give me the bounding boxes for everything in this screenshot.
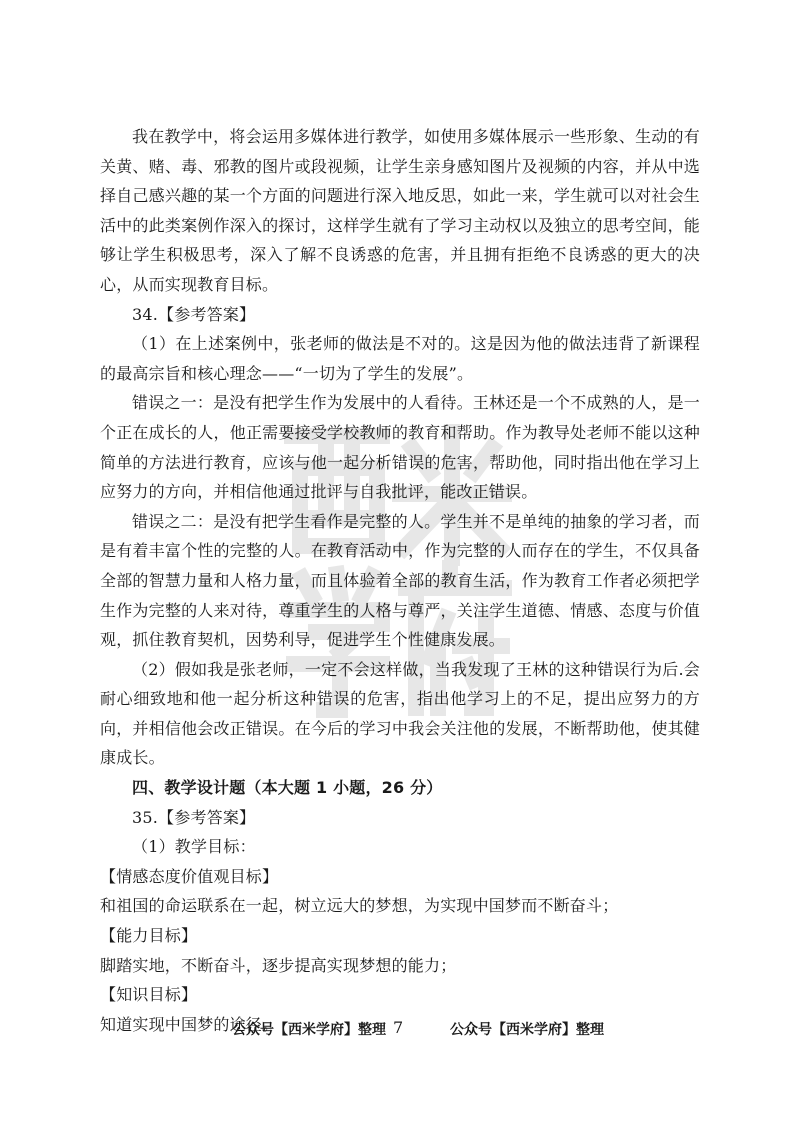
footer-left-credit: 公众号【西米学府】整理 [232, 1022, 386, 1038]
goal-heading-emotion: 【情感态度价值观目标】 [100, 866, 279, 886]
section-heading-teaching-design: 四、教学设计题（本大题 1 小题，26 分） [132, 778, 443, 798]
page-number: 7 [393, 1018, 404, 1037]
answer-34-error-one: 错误之一：是没有把学生作为发展中的人看待。王林还是一个不成熟的人，是一个正在成长的人，他正需要接受学校教师的教育和帮助。作为教导处老师不能以这种简单的方法进行教育，应该与他一起分析错误的危害，帮助他，同时指出他在学习上应努力的方向，并相信他通过批评与自我批评，能改正错误。 [100, 393, 700, 502]
page-footer [0, 1019, 800, 1043]
question-34-label: 34.【参考答案】 [132, 304, 256, 324]
answer-34-part-1: （1）在上述案例中，张老师的做法是不对的。这是因为他的做法违背了新课程的最高宗旨和核心理念——“一切为了学生的发展”。 [100, 334, 700, 383]
goal-text-emotion: 和祖国的命运联系在一起，树立远大的梦想，为实现中国梦而不断奋斗； [100, 896, 619, 916]
question-35-label: 35.【参考答案】 [132, 807, 256, 827]
page-body [100, 122, 700, 1039]
goal-text-ability: 脚踏实地，不断奋斗，逐步提高实现梦想的能力； [100, 955, 457, 975]
footer-right-credit: 公众号【西米学府】整理 [450, 1022, 604, 1038]
answer-34-part-2: （2）假如我是张老师，一定不会这样做，当我发现了王林的这种错误行为后.会耐心细致地和他一起分析这种错误的危害，指出他学习上的不足，提出应努力的方向，并相信他会改正错误。在今后的学习中我会关注他的发展，不断帮助他，使其健康成长。 [100, 659, 700, 768]
teaching-goals-label: （1）教学目标： [132, 837, 256, 857]
answer-34-error-two: 错误之二：是没有把学生看作是完整的人。学生并不是单纯的抽象的学习者，而是有着丰富个性的完整的人。在教育活动中，作为完整的人而存在的学生，不仅具备全部的智慧力量和人格力量，而且体验着全部的教育生活，作为教育工作者必须把学生作为完整的人来对待，尊重学生的人格与尊严，关注学生道德、情感、态度与价值观，抓住教育契机，因势利导，促进学生个性健康发展。 [100, 511, 700, 650]
goal-heading-knowledge: 【知识目标】 [100, 985, 198, 1005]
goal-text-knowledge: 知道实现中国梦的途径。 [100, 1014, 279, 1034]
goal-heading-ability: 【能力目标】 [100, 926, 198, 946]
paragraph-multimedia-teaching: 我在教学中，将会运用多媒体进行教学，如使用多媒体展示一些形象、生动的有关黄、赌、毒、邪教的图片或段视频，让学生亲身感知图片及视频的内容，并从中选择自己感兴趣的某一个方面的问题进行深入地反思，如此一来，学生就可以对社会生活中的此类案例作深入的探讨，这样学生就有了学习主动权以及独立的思考空间，能够让学生积极思考，深入了解不良诱惑的危害，并且拥有拒绝不良诱惑的更大的决心，从而实现教育目标。 [100, 127, 700, 294]
